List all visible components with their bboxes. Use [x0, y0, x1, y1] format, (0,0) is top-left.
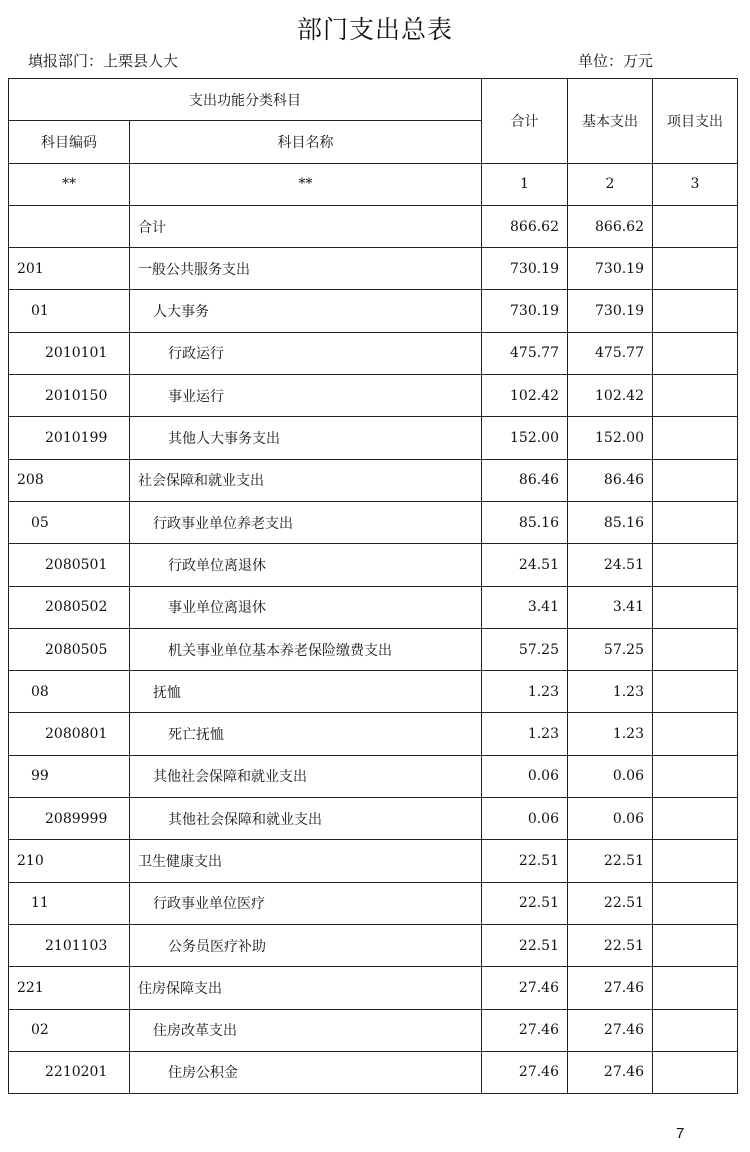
row-project	[653, 375, 738, 417]
row-code	[9, 205, 130, 247]
header-row-1	[9, 79, 738, 121]
row-code: 201	[9, 248, 130, 290]
row-code: 2210201	[9, 1051, 130, 1093]
row-basic: 85.16	[568, 501, 653, 543]
row-code: 11	[9, 882, 130, 924]
row-code: 99	[9, 755, 130, 797]
table-row	[9, 544, 738, 586]
table-row	[9, 459, 738, 501]
row-name: 行政单位离退休	[130, 544, 482, 586]
table-row	[9, 924, 738, 966]
row-name: 死亡抚恤	[130, 713, 482, 755]
row-total: 27.46	[482, 967, 568, 1009]
row-total: 1.23	[482, 713, 568, 755]
fill-department-label: 填报部门：上栗县人大	[28, 52, 179, 70]
row-basic: 24.51	[568, 544, 653, 586]
row-project	[653, 501, 738, 543]
row-name: 人大事务	[130, 290, 482, 332]
row-project	[653, 1051, 738, 1093]
row-project	[653, 459, 738, 501]
table-row	[9, 248, 738, 290]
row-name: 事业运行	[130, 375, 482, 417]
row-basic: 730.19	[568, 248, 653, 290]
row-total: 22.51	[482, 882, 568, 924]
table-row	[9, 586, 738, 628]
table-row	[9, 375, 738, 417]
row-total: 27.46	[482, 1051, 568, 1093]
row-basic: 22.51	[568, 840, 653, 882]
row-total: 866.62	[482, 205, 568, 247]
row-name: 抚恤	[130, 671, 482, 713]
row-code: 02	[9, 1009, 130, 1051]
row-code: 2080505	[9, 628, 130, 670]
row-basic: 22.51	[568, 924, 653, 966]
index-basic: 2	[568, 163, 653, 205]
row-code: 208	[9, 459, 130, 501]
table-row	[9, 1051, 738, 1093]
row-code: 2080502	[9, 586, 130, 628]
row-project	[653, 290, 738, 332]
row-code: 2089999	[9, 798, 130, 840]
index-code: **	[9, 163, 130, 205]
project-header: 项目支出	[653, 79, 738, 164]
table-row	[9, 967, 738, 1009]
row-basic: 1.23	[568, 671, 653, 713]
page-number: 7	[676, 1125, 685, 1142]
row-total: 86.46	[482, 459, 568, 501]
total-header: 合计	[482, 79, 568, 164]
row-basic: 27.46	[568, 1009, 653, 1051]
row-code: 05	[9, 501, 130, 543]
row-code: 2010101	[9, 332, 130, 374]
row-total: 22.51	[482, 924, 568, 966]
row-total: 152.00	[482, 417, 568, 459]
table-row	[9, 290, 738, 332]
row-project	[653, 332, 738, 374]
table-row	[9, 501, 738, 543]
row-total: 24.51	[482, 544, 568, 586]
row-basic: 730.19	[568, 290, 653, 332]
row-project	[653, 586, 738, 628]
row-code: 210	[9, 840, 130, 882]
row-name: 机关事业单位基本养老保险缴费支出	[130, 628, 482, 670]
row-name: 其他人大事务支出	[130, 417, 482, 459]
row-basic: 3.41	[568, 586, 653, 628]
table-row	[9, 798, 738, 840]
row-total: 22.51	[482, 840, 568, 882]
row-basic: 475.77	[568, 332, 653, 374]
row-total: 0.06	[482, 755, 568, 797]
row-name: 行政事业单位医疗	[130, 882, 482, 924]
row-name: 行政事业单位养老支出	[130, 501, 482, 543]
row-code: 2080501	[9, 544, 130, 586]
row-code: 08	[9, 671, 130, 713]
row-project	[653, 417, 738, 459]
table-row	[9, 205, 738, 247]
row-name: 卫生健康支出	[130, 840, 482, 882]
row-project	[653, 544, 738, 586]
row-basic: 57.25	[568, 628, 653, 670]
row-total: 85.16	[482, 501, 568, 543]
row-name: 其他社会保障和就业支出	[130, 755, 482, 797]
category-group-header: 支出功能分类科目	[9, 79, 482, 121]
row-name: 行政运行	[130, 332, 482, 374]
row-name: 一般公共服务支出	[130, 248, 482, 290]
row-total: 102.42	[482, 375, 568, 417]
table-row	[9, 1009, 738, 1051]
code-header: 科目编码	[9, 121, 130, 163]
index-name: **	[130, 163, 482, 205]
row-basic: 0.06	[568, 755, 653, 797]
row-code: 2010150	[9, 375, 130, 417]
row-code: 01	[9, 290, 130, 332]
table-row	[9, 332, 738, 374]
row-project	[653, 248, 738, 290]
row-name: 住房公积金	[130, 1051, 482, 1093]
row-name: 社会保障和就业支出	[130, 459, 482, 501]
row-basic: 27.46	[568, 967, 653, 1009]
row-project	[653, 713, 738, 755]
index-row	[9, 163, 738, 205]
index-total: 1	[482, 163, 568, 205]
row-total: 730.19	[482, 248, 568, 290]
page-title: 部门支出总表	[296, 15, 453, 44]
row-total: 0.06	[482, 798, 568, 840]
table-row	[9, 713, 738, 755]
row-name: 住房改革支出	[130, 1009, 482, 1051]
row-project	[653, 882, 738, 924]
row-total: 27.46	[482, 1009, 568, 1051]
table-row	[9, 755, 738, 797]
table-row	[9, 671, 738, 713]
row-name: 合计	[130, 205, 482, 247]
row-total: 3.41	[482, 586, 568, 628]
row-basic: 152.00	[568, 417, 653, 459]
row-code: 2101103	[9, 924, 130, 966]
row-basic: 1.23	[568, 713, 653, 755]
row-total: 57.25	[482, 628, 568, 670]
row-project	[653, 840, 738, 882]
row-project	[653, 1009, 738, 1051]
row-basic: 0.06	[568, 798, 653, 840]
table-row	[9, 628, 738, 670]
expenditure-table	[8, 78, 738, 1094]
row-name: 公务员医疗补助	[130, 924, 482, 966]
row-total: 1.23	[482, 671, 568, 713]
row-basic: 27.46	[568, 1051, 653, 1093]
row-name: 事业单位离退休	[130, 586, 482, 628]
row-basic: 86.46	[568, 459, 653, 501]
row-project	[653, 798, 738, 840]
row-total: 730.19	[482, 290, 568, 332]
row-basic: 866.62	[568, 205, 653, 247]
name-header: 科目名称	[130, 121, 482, 163]
basic-header: 基本支出	[568, 79, 653, 164]
row-total: 475.77	[482, 332, 568, 374]
row-code: 2080801	[9, 713, 130, 755]
row-basic: 102.42	[568, 375, 653, 417]
row-project	[653, 205, 738, 247]
row-project	[653, 628, 738, 670]
table-row	[9, 417, 738, 459]
row-project	[653, 671, 738, 713]
row-code: 221	[9, 967, 130, 1009]
row-project	[653, 967, 738, 1009]
unit-label: 单位：万元	[578, 52, 654, 70]
row-basic: 22.51	[568, 882, 653, 924]
row-name: 住房保障支出	[130, 967, 482, 1009]
row-project	[653, 755, 738, 797]
row-project	[653, 924, 738, 966]
table-row	[9, 840, 738, 882]
row-code: 2010199	[9, 417, 130, 459]
table-row	[9, 882, 738, 924]
index-project: 3	[653, 163, 738, 205]
row-name: 其他社会保障和就业支出	[130, 798, 482, 840]
